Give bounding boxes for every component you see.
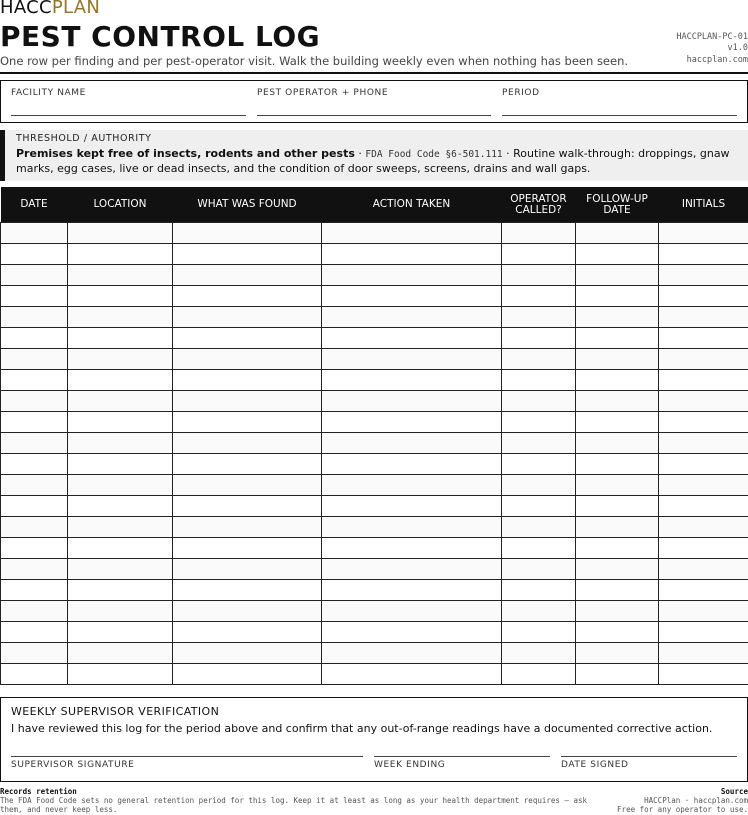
supervisor-signature-line[interactable] [11,756,363,757]
week-ending-line[interactable] [374,756,550,757]
table-row [1,643,748,664]
table-cell[interactable] [68,559,173,580]
table-cell[interactable] [322,265,502,286]
week-ending-label: WEEK ENDING [374,760,446,770]
table-cell[interactable] [68,622,173,643]
table-cell[interactable] [322,538,502,559]
table-cell[interactable] [659,517,748,538]
pest-log-table [0,187,748,685]
table-cell[interactable] [1,412,68,433]
table-cell[interactable] [173,475,322,496]
table-cell[interactable] [659,244,748,265]
table-cell[interactable] [322,559,502,580]
table-cell[interactable] [576,349,659,370]
table-cell[interactable] [576,643,659,664]
table-cell[interactable] [68,433,173,454]
table-cell[interactable] [68,454,173,475]
table-cell[interactable] [173,349,322,370]
table-cell[interactable] [576,559,659,580]
table-cell[interactable] [502,454,576,475]
threshold-code: FDA Food Code §6-501.111 [365,149,503,160]
table-cell[interactable] [1,370,68,391]
table-row [1,433,748,454]
table-cell[interactable] [322,664,502,685]
table-cell[interactable] [659,433,748,454]
period-line[interactable] [502,115,737,116]
col-header-follow-up-text: FOLLOW-UP DATE [586,192,648,216]
table-cell[interactable] [173,580,322,601]
table-cell[interactable] [1,391,68,412]
table-cell[interactable] [502,538,576,559]
threshold-sep2: · [502,147,514,160]
table-cell[interactable] [1,559,68,580]
table-cell[interactable] [322,622,502,643]
table-cell[interactable] [68,286,173,307]
brand-logo [0,0,100,18]
header-divider [0,72,748,74]
table-cell[interactable] [173,391,322,412]
table-cell[interactable] [576,307,659,328]
table-cell[interactable] [1,601,68,622]
doc-version: v1.0 [727,43,748,54]
table-cell[interactable] [502,517,576,538]
date-signed-label: DATE SIGNED [561,760,629,770]
col-header-initials: INITIALS [659,187,748,223]
table-row [1,412,748,433]
footer-source-title: Source [720,787,748,796]
table-cell[interactable] [659,643,748,664]
table-header-row [1,187,748,223]
table-cell[interactable] [576,538,659,559]
weekly-heading: WEEKLY SUPERVISOR VERIFICATION [11,705,220,718]
table-cell[interactable] [322,601,502,622]
table-row [1,475,748,496]
brand-part1: HACC [0,0,52,18]
doc-id: HACCPLAN-PC-01 [676,32,748,42]
table-cell[interactable] [68,664,173,685]
table-row [1,244,748,265]
table-row [1,580,748,601]
table-cell[interactable] [68,517,173,538]
table-cell[interactable] [502,643,576,664]
table-cell[interactable] [502,286,576,307]
table-cell[interactable] [659,412,748,433]
table-cell[interactable] [173,517,322,538]
table-cell[interactable] [659,538,748,559]
table-cell[interactable] [502,412,576,433]
brand-part2: PLAN [51,0,101,18]
table-cell[interactable] [322,433,502,454]
page-title: PEST CONTROL LOG [0,20,321,53]
table-cell[interactable] [576,286,659,307]
table-cell[interactable] [68,412,173,433]
table-cell[interactable] [1,496,68,517]
table-cell[interactable] [1,538,68,559]
doc-site: haccplan.com [686,54,748,65]
col-header-action-taken: ACTION TAKEN [322,187,502,223]
footer-retention-text: The FDA Food Code sets no general retention period for this log. Keep it at least as long as your health department requires — ask them, and never keep less. [0,796,587,814]
date-signed-field[interactable] [561,756,737,770]
table-cell[interactable] [173,622,322,643]
table-cell[interactable] [502,349,576,370]
table-cell[interactable] [322,286,502,307]
table-cell[interactable] [1,643,68,664]
facility-name-line[interactable] [11,115,246,116]
table-cell[interactable] [659,454,748,475]
date-signed-line[interactable] [561,756,737,757]
table-cell[interactable] [1,286,68,307]
pest-operator-field[interactable] [257,88,388,98]
threshold-label: THRESHOLD / AUTHORITY [16,133,152,144]
table-cell[interactable] [576,622,659,643]
table-cell[interactable] [502,475,576,496]
table-cell[interactable] [1,454,68,475]
table-cell[interactable] [68,580,173,601]
table-cell[interactable] [68,538,173,559]
table-cell[interactable] [1,244,68,265]
table-cell[interactable] [576,433,659,454]
table-cell[interactable] [576,517,659,538]
col-header-operator-called [502,187,576,223]
table-cell[interactable] [576,664,659,685]
table-cell[interactable] [322,370,502,391]
table-cell[interactable] [1,580,68,601]
table-cell[interactable] [322,349,502,370]
threshold-bold: Premises kept free of insects, rodents and other pests [16,147,355,160]
table-cell[interactable] [173,265,322,286]
pest-operator-line[interactable] [257,115,491,116]
table-row [1,286,748,307]
table-cell[interactable] [173,307,322,328]
table-row [1,370,748,391]
table-cell[interactable] [322,244,502,265]
table-cell[interactable] [1,433,68,454]
table-row [1,223,748,244]
table-cell[interactable] [322,307,502,328]
table-cell[interactable] [68,223,173,244]
table-cell[interactable] [576,454,659,475]
table-row [1,538,748,559]
table-cell[interactable] [659,496,748,517]
table-row [1,622,748,643]
col-header-location: LOCATION [68,187,173,223]
table-cell[interactable] [173,538,322,559]
table-cell[interactable] [659,475,748,496]
table-cell[interactable] [576,496,659,517]
table-cell[interactable] [1,328,68,349]
table-cell[interactable] [173,328,322,349]
table-cell[interactable] [173,664,322,685]
table-cell[interactable] [1,265,68,286]
table-cell[interactable] [68,391,173,412]
table-row [1,559,748,580]
table-cell[interactable] [659,286,748,307]
table-cell[interactable] [322,328,502,349]
table-cell[interactable] [322,412,502,433]
table-cell[interactable] [68,349,173,370]
table-cell[interactable] [576,223,659,244]
table-cell[interactable] [322,517,502,538]
threshold-body [16,147,748,176]
table-row [1,307,748,328]
table-cell[interactable] [659,580,748,601]
period-label: PERIOD [502,88,540,98]
table-cell[interactable] [173,601,322,622]
table-cell[interactable] [576,475,659,496]
facility-name-field[interactable] [11,88,86,98]
facility-box [0,80,748,123]
table-cell[interactable] [659,265,748,286]
table-cell[interactable] [502,496,576,517]
table-cell[interactable] [1,664,68,685]
table-row [1,265,748,286]
table-cell[interactable] [322,496,502,517]
table-cell[interactable] [173,454,322,475]
table-row [1,517,748,538]
table-cell[interactable] [1,517,68,538]
week-ending-field[interactable] [374,756,550,770]
table-cell[interactable] [173,244,322,265]
table-cell[interactable] [502,307,576,328]
table-row [1,349,748,370]
table-row [1,601,748,622]
table-cell[interactable] [502,559,576,580]
footer-source-line1: HACCPlan · haccplan.com [644,796,748,805]
table-cell[interactable] [576,328,659,349]
table-cell[interactable] [576,391,659,412]
table-cell[interactable] [173,370,322,391]
table-cell[interactable] [68,244,173,265]
table-cell[interactable] [659,601,748,622]
table-cell[interactable] [173,286,322,307]
footer-source-line2: Free for any operator to use. [617,805,748,814]
col-header-operator-called-text: OPERATOR CALLED? [510,192,567,216]
table-cell[interactable] [68,265,173,286]
table-cell[interactable] [502,391,576,412]
table-cell[interactable] [322,580,502,601]
table-cell[interactable] [659,622,748,643]
table-cell[interactable] [1,223,68,244]
col-header-what-found: WHAT WAS FOUND [173,187,322,223]
table-cell[interactable] [173,433,322,454]
page-subtitle: One row per finding and per pest-operator visit. Walk the building weekly even when nothing has been seen. [0,54,629,68]
table-body [1,223,748,685]
facility-name-label: FACILITY NAME [11,88,86,98]
threshold-text: Routine walk-through: droppings, gnaw marks, egg cases, live or dead insects, and the condition of door sweeps, screens, drains and wall gaps. [16,147,730,175]
table-cell[interactable] [322,643,502,664]
footer-retention [0,787,610,814]
table-cell[interactable] [502,223,576,244]
table-cell[interactable] [502,265,576,286]
table-row [1,391,748,412]
table-cell[interactable] [68,496,173,517]
table-cell[interactable] [576,265,659,286]
table-cell[interactable] [576,580,659,601]
table-cell[interactable] [659,370,748,391]
table-cell[interactable] [502,601,576,622]
table-cell[interactable] [173,496,322,517]
table-cell[interactable] [576,412,659,433]
table-cell[interactable] [173,643,322,664]
table-cell[interactable] [322,475,502,496]
col-header-follow-up-date [576,187,659,223]
table-cell[interactable] [322,454,502,475]
table-cell[interactable] [576,601,659,622]
table-cell[interactable] [659,223,748,244]
table-cell[interactable] [68,475,173,496]
table-cell[interactable] [173,412,322,433]
table-cell[interactable] [68,328,173,349]
table-cell[interactable] [502,664,576,685]
table-cell[interactable] [502,370,576,391]
table-row [1,454,748,475]
table-cell[interactable] [173,223,322,244]
weekly-verification-box [0,697,748,782]
table-cell[interactable] [659,559,748,580]
document-meta [676,32,748,66]
table-cell[interactable] [68,370,173,391]
table-row [1,328,748,349]
table-cell[interactable] [502,622,576,643]
supervisor-signature-field[interactable] [11,756,363,770]
table-cell[interactable] [659,391,748,412]
table-cell[interactable] [659,328,748,349]
table-cell[interactable] [502,433,576,454]
table-cell[interactable] [502,244,576,265]
table-cell[interactable] [68,307,173,328]
table-cell[interactable] [502,328,576,349]
footer-source [617,787,748,814]
table-cell[interactable] [1,622,68,643]
table-cell[interactable] [1,475,68,496]
table-cell[interactable] [68,643,173,664]
table-cell[interactable] [576,370,659,391]
table-cell[interactable] [659,307,748,328]
threshold-sep1: · [354,147,366,160]
table-cell[interactable] [659,349,748,370]
table-row [1,664,748,685]
period-field[interactable] [502,88,540,98]
threshold-box [0,130,748,181]
table-cell[interactable] [576,244,659,265]
pest-operator-label: PEST OPERATOR + PHONE [257,88,389,98]
table-cell[interactable] [322,391,502,412]
table-cell[interactable] [1,349,68,370]
table-cell[interactable] [659,664,748,685]
footer-retention-title: Records retention [0,787,77,796]
supervisor-signature-label: SUPERVISOR SIGNATURE [11,760,135,770]
weekly-statement: I have reviewed this log for the period above and confirm that any out-of-range readings have a documented corrective action. [11,722,713,735]
table-cell[interactable] [1,307,68,328]
table-cell[interactable] [502,580,576,601]
col-header-date: DATE [1,187,68,223]
table-cell[interactable] [322,223,502,244]
table-cell[interactable] [68,601,173,622]
table-cell[interactable] [173,559,322,580]
table-row [1,496,748,517]
